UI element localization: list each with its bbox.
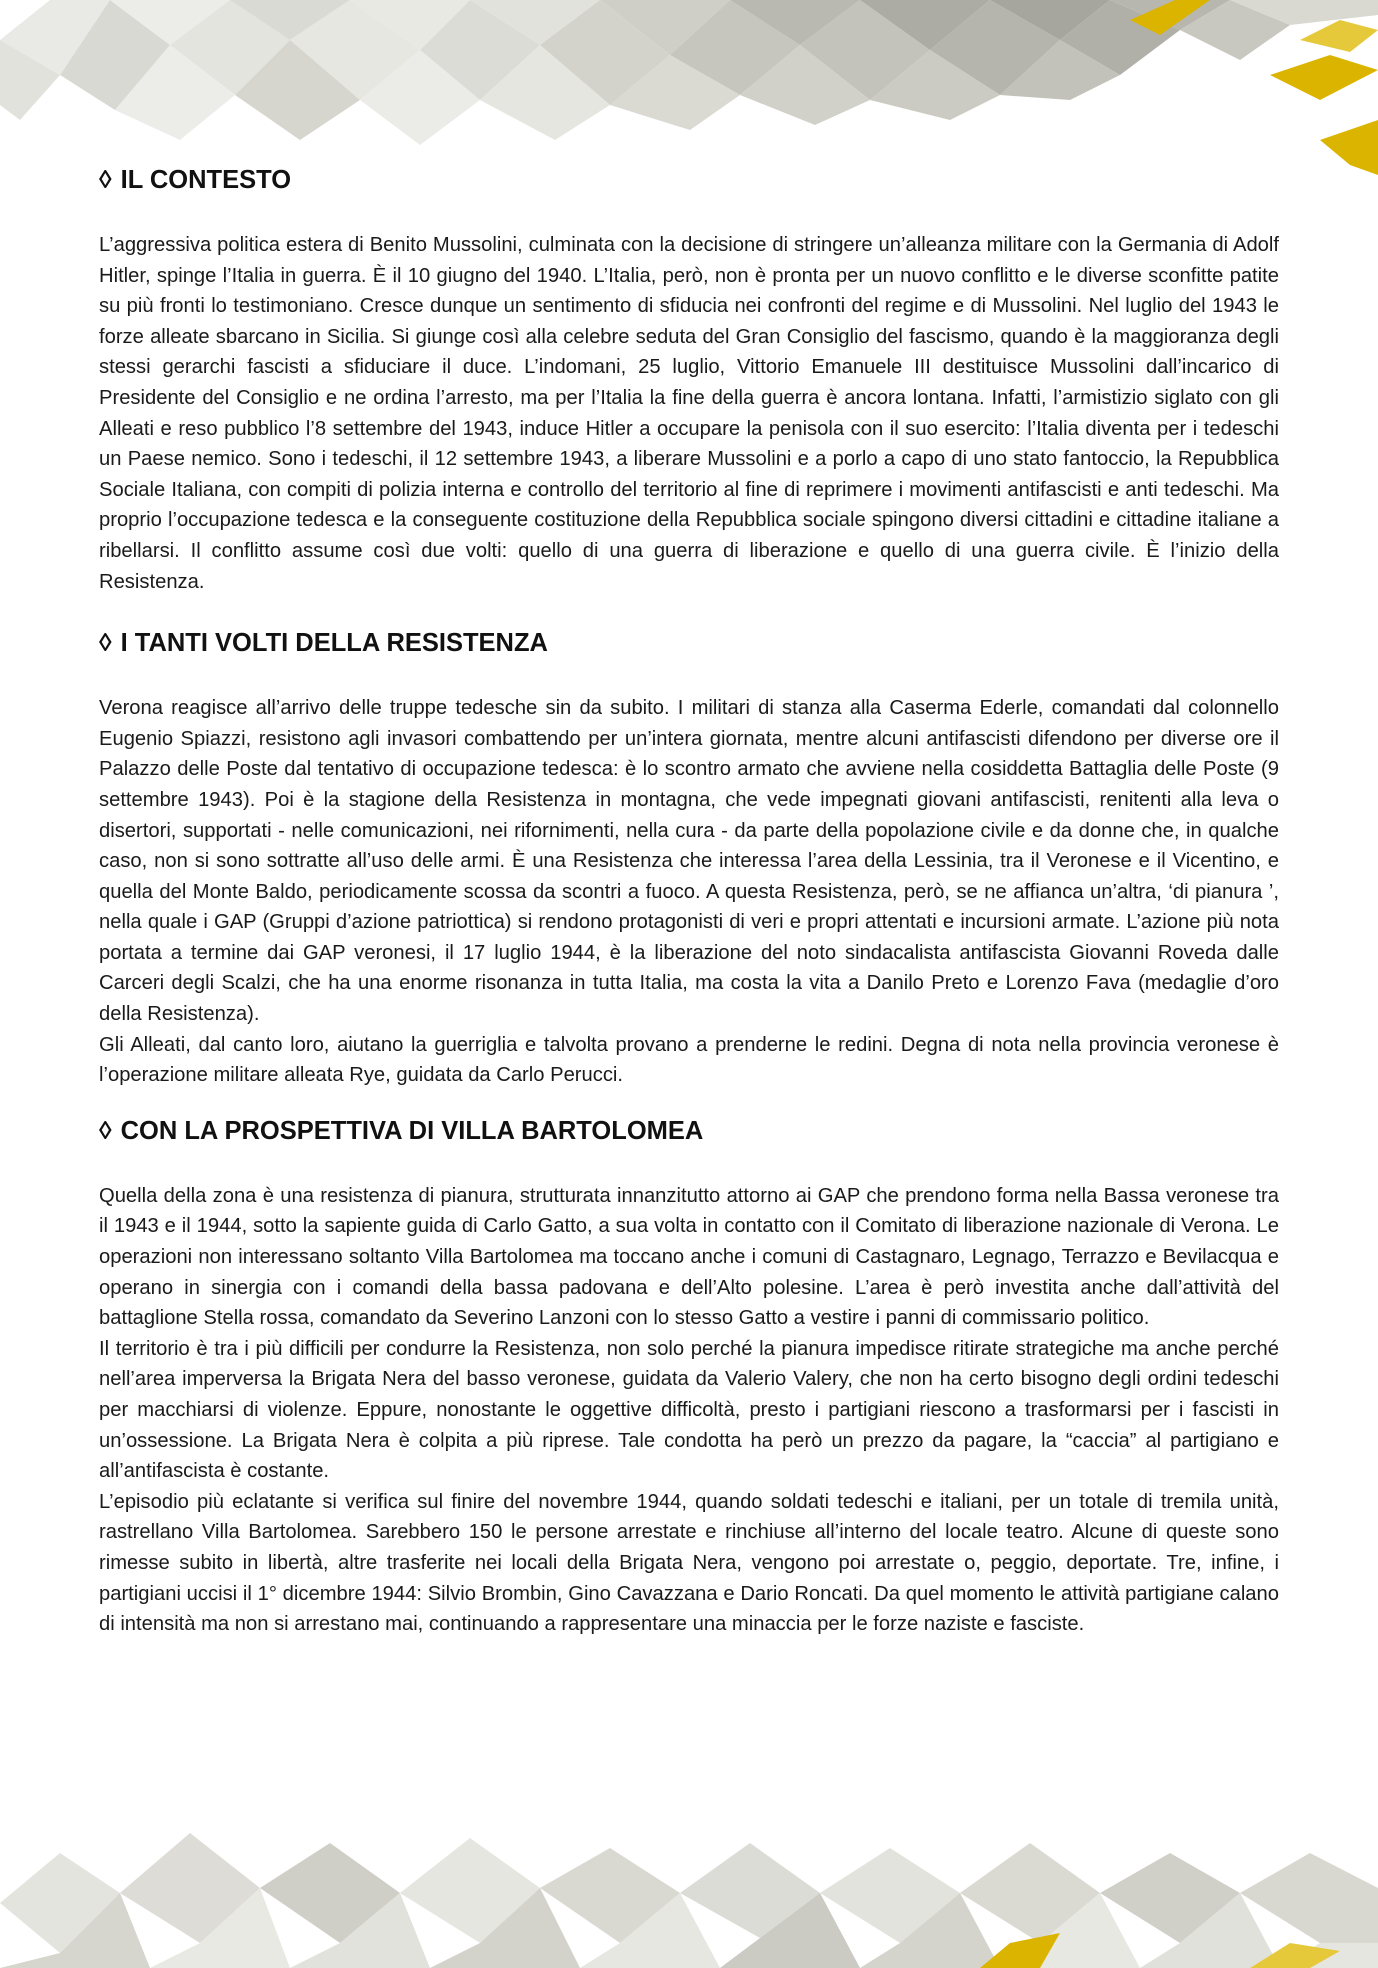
bottom-decorative-pattern bbox=[0, 1793, 1378, 1968]
document-body bbox=[99, 164, 1279, 1664]
paragraph: Il territorio è tra i più difficili per condurre la Resistenza, non solo perché la pianura impedisce ritirate strategiche ma anche perché nell’area imperversa la Brigata Nera del basso veronese, guidata da Valerio Valery, che non ha certo bisogno degli ordini tedeschi per macchiarsi di violenze. Eppure, nonostante le oggettive difficoltà, presto i partigiani riescono a trasformarsi per i fascisti in un’ossessione. La Brigata Nera è colpita a più riprese. Tale condotta ha però un prezzo da pagare, la “caccia” al partigiano e all’antifascista è costante. bbox=[99, 1337, 1279, 1483]
paragraph: L’episodio più eclatante si verifica sul finire del novembre 1944, quando soldati tedeschi e italiani, per un totale di tremila unità, rastrellano Villa Bartolomea. Sarebbero 150 le persone arrestate e rinchiuse all’interno del locale teatro. Alcune di queste sono rimesse subito in libertà, altre trasferite nei locali della Brigata Nera, vengono poi arrestate o, peggio, deportate. Tre, infine, i partigiani uccisi il 1° dicembre 1944: Silvio Brombin, Gino Cavazzana e Dario Roncati. Da quel momento le attività partigiane calano di intensità ma non si arrestano mai, continuando a rappresentare una minaccia per le forze naziste e fasciste. bbox=[99, 1490, 1279, 1636]
section-heading bbox=[99, 164, 1279, 196]
paragraph: Verona reagisce all’arrivo delle truppe tedesche sin da subito. I militari di stanza alla Caserma Ederle, comandati dal colonnello Eugenio Spiazzi, resistono agli invasori combattendo per un’intera giornata, mentre alcuni antifascisti difendono per diverse ore il Palazzo delle Poste dal tentativo di occupazione tedesca: è lo scontro armato che avviene nella cosiddetta Battaglia delle Poste (9 settembre 1943). Poi è la stagione della Resistenza in montagna, che vede impegnati giovani antifascisti, renitenti alla leva o disertori, supportati - nelle comunicazioni, nei rifornimenti, nella cura - da parte della popolazione civile e da donne che, in qualche caso, non si sono sottratte all’uso delle armi. È una Resistenza che interessa l’area della Lessinia, tra il Veronese e il Vicentino, e quella del Monte Baldo, periodicamente scossa da scontri a fuoco. A questa Resistenza, però, se ne affianca un’altra, ‘di pianura ’, nella quale i GAP (Gruppi d’azione patriottica) si rendono protagonisti di veri e propri attentati e incursioni armate. L’azione più nota portata a termine dai GAP veronesi, il 17 luglio 1944, è la liberazione del noto sindacalista antifascista Giovanni Roveda dalle Carceri degli Scalzi, che ha una enorme risonanza in tutta Italia, ma costa la vita a Danilo Preto e Lorenzo Fava (medaglie d’oro della Resistenza). bbox=[99, 697, 1279, 1026]
section-title: CON LA PROSPETTIVA DI VILLA BARTOLOMEA bbox=[120, 1116, 704, 1145]
section-title: IL CONTESTO bbox=[120, 166, 292, 194]
section-il-contesto bbox=[99, 164, 1279, 597]
paragraph: L’aggressiva politica estera di Benito Mussolini, culminata con la decisione di stringere un’alleanza militare con la Germania di Adolf Hitler, spinge l’Italia in guerra. È il 10 giugno del 1940. L’Italia, però, non è pronta per un nuovo conflitto e le diverse sconfitte patite su più fronti lo testimoniano. Cresce dunque un sentimento di sfiducia nei confronti del regime e di Mussolini. Nel luglio del 1943 le forze alleate sbarcano in Sicilia. Si giunge così alla celebre seduta del Gran Consiglio del fascismo, quando è la maggioranza degli stessi gerarchi fascisti a sfiduciare il duce. L’indomani, 25 luglio, Vittorio Emanuele III destituisce Mussolini dall’incarico di Presidente del Consiglio e ne ordina l’arresto, ma per l’Italia la fine della guerra è ancora lontana. Infatti, l’armistizio siglato con gli Alleati e reso pubblico l’8 settembre del 1943, induce Hitler a occupare la penisola con il suo esercito: l’Italia diventa per i tedeschi un Paese nemico. Sono i tedeschi, il 12 settembre 1943, a liberare Mussolini e a porlo a capo di uno stato fantoccio, la Repubblica Sociale Italiana, con compiti di polizia interna e controllo del territorio al fine di reprimere i movimenti antifascisti e anti tedeschi. Ma proprio l’occupazione tedesca e la conseguente costituzione della Repubblica sociale spingono diversi cittadini e cittadine italiane a ribellarsi. Il conflitto assume così due volti: quello di una guerra di liberazione e quello di una guerra civile. È l’inizio della Resistenza. bbox=[99, 234, 1279, 593]
diamond-bullet-icon: ◊ bbox=[99, 629, 112, 658]
paragraph: Quella della zona è una resistenza di pianura, strutturata innanzitutto attorno ai GAP che prendono forma nella Bassa veronese tra il 1943 e il 1944, sotto la sapiente guida di Carlo Gatto, a sua volta in contatto con il Comitato di liberazione nazionale di Verona. Le operazioni non interessano soltanto Villa Bartolomea ma toccano anche i comuni di Castagnaro, Legnago, Terrazzo e Bevilacqua e operano in sinergia con i comandi della bassa padovana e dell’Alto polesine. L’area è però investita anche dall’attività del battaglione Stella rossa, comandato da Severino Lanzoni con lo stesso Gatto a vestire i panni di commissario politico. bbox=[99, 1184, 1279, 1330]
paragraph: Gli Alleati, dal canto loro, aiutano la guerriglia e talvolta provano a prenderne le redini. Degna di nota nella provincia veronese è l’operazione militare alleata Rye, guidata da Carlo Perucci. bbox=[99, 1033, 1279, 1087]
grey-diamond-pattern-bottom bbox=[0, 1833, 1378, 1968]
section-tanti-volti bbox=[99, 627, 1279, 1091]
diamond-bullet-icon: ◊ bbox=[99, 1116, 112, 1145]
section-title: I TANTI VOLTI DELLA RESISTENZA bbox=[120, 629, 548, 658]
diamond-bullet-icon: ◊ bbox=[99, 166, 112, 194]
top-decorative-pattern bbox=[0, 0, 1378, 175]
section-heading bbox=[99, 627, 1279, 659]
section-villa-bartolomea bbox=[99, 1115, 1279, 1640]
section-heading bbox=[99, 1115, 1279, 1147]
